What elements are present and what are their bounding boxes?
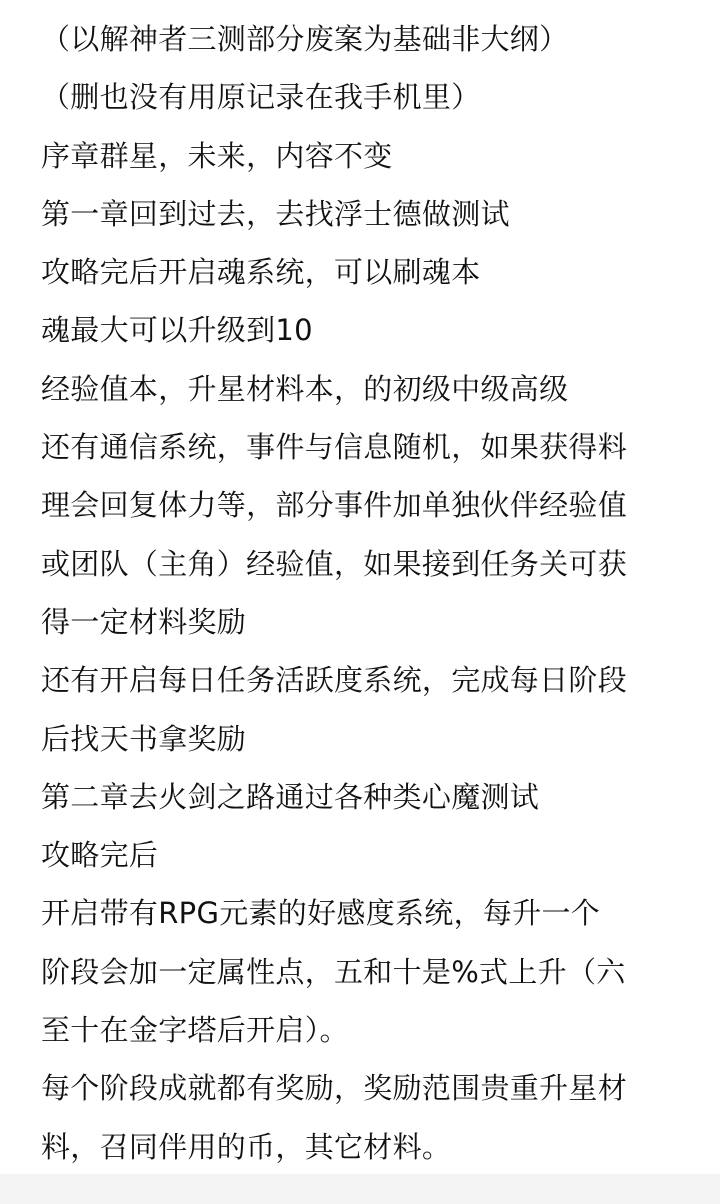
note-line: 每个阶段成就都有奖励，奖励范围贵重升星材	[41, 1071, 628, 1106]
note-line: 第一章回到过去，去找浮士德做测试	[41, 196, 510, 231]
note-line: 开启带有RPG元素的好感度系统，每升一个	[41, 896, 601, 931]
note-line: 经验值本，升星材料本，的初级中级高级	[41, 371, 569, 406]
note-line: 理会回复体力等，部分事件加单独伙伴经验值	[41, 488, 628, 523]
note-line: 料，召同伴用的币，其它材料。	[41, 1129, 452, 1164]
note-line: 序章群星，未来，内容不变	[41, 138, 393, 173]
note-body	[41, 10, 691, 1176]
note-line: 至十在金字塔后开启）。	[41, 1013, 349, 1048]
bottom-bar	[0, 1174, 720, 1204]
note-line: 后找天书拿奖励	[41, 721, 247, 756]
note-line: 第二章去火剑之路通过各种类心魔测试	[41, 779, 540, 814]
note-line: 还有开启每日任务活跃度系统，完成每日阶段	[41, 663, 628, 698]
note-line: 还有通信系统，事件与信息随机，如果获得料	[41, 430, 628, 465]
note-line: 得一定材料奖励	[41, 604, 247, 639]
note-line: 攻略完后	[41, 838, 159, 873]
note-line: （以解神者三测部分废案为基础非大纲）	[41, 22, 569, 56]
note-line: 阶段会加一定属性点，五和十是%式上升（六	[41, 954, 626, 989]
note-line: 或团队（主角）经验值，如果接到任务关可获	[41, 546, 628, 581]
note-line: （删也没有用原记录在我手机里）	[41, 80, 481, 115]
note-line: 魂最大可以升级到10	[41, 313, 313, 348]
note-line: 攻略完后开启魂系统，可以刷魂本	[41, 255, 481, 290]
